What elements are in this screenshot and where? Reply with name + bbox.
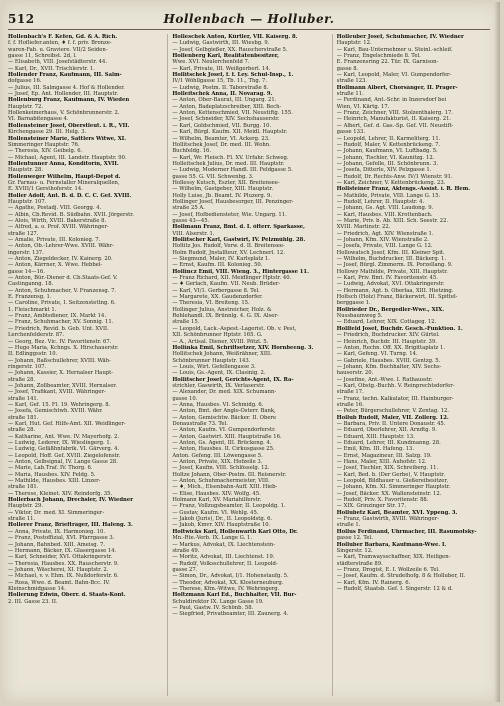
directory-entry: straße 127.	[8, 230, 39, 237]
directory-entry: — Alois, Wirth, XVIII. Bakerstraße 8.	[8, 217, 107, 224]
directory-entry: — Rosa, Wwe. d. Beamt. Bahn-Bcc. IV.	[8, 579, 110, 586]
directory-entry: Wien, VI. Kärtg. 17.	[336, 103, 390, 110]
directory-entry: — Katharine, Ant. Wwe. IV. Mayerhofg. 2.	[8, 433, 120, 440]
directory-entry: — Rudolf, Dr. Rechts-Anw. IV/1 Wienstr. 91.	[336, 173, 453, 180]
directory-entry: — Barbara, Priv. II. Untere Donaustr. 45.	[336, 420, 446, 427]
directory-entry: — Franz Richard, XII. Meidlinger Hptstr. 40.	[172, 275, 292, 282]
directory-entry: — Hugo Maria, Kchngs. X. Hirschauerstr.	[8, 344, 119, 351]
directory-entry: f. f. Hofliefer.anten, ♦ f. f. priv. Bronze-	[8, 40, 112, 47]
directory-entry: — Anton, Kettenschmied, VII. Neustiftg. 155.	[172, 110, 293, 117]
page-number: 512	[8, 12, 35, 26]
directory-entry: — Leopold, Bildhauer u. Gießereibesitzer,	[336, 478, 449, 485]
directory-entry: Hollessy Kutsch, Eszter, XII. Breitensee-	[172, 179, 280, 186]
directory-entry: straße 15.	[172, 319, 200, 326]
directory-entry: — Anton, Gelbsignal, IV. Lange Gasse 28.	[8, 459, 118, 466]
running-head: Hollenbach — Holluber.	[163, 12, 335, 26]
directory-entry: — Theodor, Advokat, XX. Klosterneuburg.	[172, 579, 284, 586]
directory-entry: — Ernst, Magazineur, III. Salzg. 19.	[336, 452, 432, 459]
directory-entry: — Karl, Tramwaysschaffner, XIX. Heiligen-	[336, 554, 451, 561]
directory-entry: Hollowy Mathilde, Private, XIII. Hauptstr.	[336, 268, 448, 275]
directory-entry: — Franz, Postoffizial, XVI. Pfarrgasse 3.	[8, 535, 115, 542]
directory-entry: Castinganng. 18.	[8, 281, 54, 288]
directory-entry: — Karl, Leopold, Maler, VI. Gumpendorfer-	[336, 72, 452, 79]
directory-entry: — Emil, Kfm. III. Hafeng. 13.	[336, 446, 415, 453]
directory-entry: — Marie, Lab.Traf. IV. Thorg. 6.	[8, 465, 93, 472]
directory-entry: — Heinrich, Buchdr. III. Hauptstr. 39.	[336, 338, 437, 345]
directory-entry: dofgasse 16.	[8, 78, 42, 85]
directory-entry: — Franz, Engelschmiede 8. Tel.	[336, 53, 421, 60]
directory-entry: — Heinrich, Manufakturist, II. Kaiserg. 21.	[336, 116, 452, 123]
directory-entry-heading: Hollender Franz, Kaufmann, III. Salm-	[8, 72, 122, 79]
directory-entry: straße 11.	[336, 91, 364, 98]
directory-entry: — Rudolf, Maler, V. Kettenbrückeng. 7.	[336, 141, 441, 148]
directory-entry: — Johann, Kfm. XIV. Wienstraße 2.	[336, 237, 429, 243]
directory-entry: — Josef, Ep. Ant. Hollender, III. Hauptstr.	[8, 91, 119, 98]
directory-entry: — Karl, Hausbes. VIII. Krottenbach.	[336, 211, 433, 218]
directory-entry-heading: Holleitschek Anna, II. Novarag. 9.	[172, 91, 273, 98]
directory-entry: — Siegfried, Privatbeamter, III. Zaunerg. 4.	[172, 611, 289, 618]
directory-entry: — ♦ Gerlach, Kaufm. VII. Neub. Brüder-	[172, 281, 281, 288]
directory-entry-heading: Hollubetz Karl, Beamter, XVI. Yppeng. 3.	[336, 509, 458, 516]
directory-entry: Holly Luise, Jb. Beamt. IV. Pluzerg. 9.	[172, 192, 273, 199]
directory-entry: straße 181.	[8, 414, 39, 421]
directory-entry-heading: Holtwicks Karl, Hollenwarth Karl Otto, Dr.	[172, 528, 298, 535]
directory-entry: gasse 8.	[336, 65, 359, 72]
directory-entry: — Josef, Kaufm. d. Strudelhofg. 8 & Holluber, II.	[336, 573, 466, 580]
directory-entry: — XIX. Grinzinger Str. 17.	[336, 503, 407, 510]
directory-entry: ingerstr. 137.	[8, 249, 44, 256]
directory-entry: — Josefa, Gemischtwh. XVIII. Währ.	[8, 408, 103, 415]
directory-entry: — Karl, Bürgl. Kaufm. XII. Meidl. Hauptstr.	[172, 129, 288, 136]
directory-entry: — Mathilde, Private, VIII. Lange G. 15.	[336, 192, 441, 199]
directory-entry: — Mathilde, Hausbes. XIII. Linzer-	[8, 478, 101, 485]
directory-entry: — Anton, Badeplatzschreiber, XIII. Bech-	[172, 103, 282, 110]
directory-entry-heading: Hollinka Emil, Schriftsetzer, XIV. Hornbeeng. 3.	[172, 344, 314, 351]
directory-entry: Hollenkeimerhaus, V. Schönbrunnerstr. 2.	[8, 110, 120, 117]
directory-entry-heading: Holtzmann Karl Ed., Buchhalter, VII. Bur-	[172, 592, 297, 599]
directory-entry: — Josefa, Ditterle, XIV. Pelzgasse 1.	[336, 167, 432, 174]
directory-entry: — Hans, Maler, XIII. Auhofstr. 12.	[336, 459, 427, 466]
directory-entry: — Wilhelm, Beamter, VI. Ackerg. 23.	[172, 135, 270, 142]
directory-entry: städterstraße 89.	[336, 560, 383, 567]
directory-entry: — Johann, Gs. Agt. VIII. Laudong. 9.	[336, 205, 434, 212]
directory-entry-heading: Hollrieder Dr., Bergedler-Wwe., XIX.	[336, 306, 445, 313]
directory-entry: — Anton, Bmt. der Anglo-Österr. Bank,	[172, 408, 276, 415]
directory-columns	[8, 34, 492, 696]
directory-entry: — Anton, Hausbes. II. Cirkusgasse 25.	[172, 446, 275, 453]
directory-entry: — Anton, Schuhmacher, V. Franzensg. 7.	[8, 287, 117, 294]
directory-entry: straße 17.	[336, 389, 364, 396]
directory-entry: — Anton, Gastwirt. XIII. Hauptstraße 16.	[172, 433, 282, 440]
directory-entry: — Louis, Gs.-Agent, IX. Clasinig. 2.	[172, 370, 266, 377]
directory-entry-heading: Hollerbach Johann, Drechsler, IV. Wiedner	[8, 497, 133, 504]
directory-entry: — Peter, Bürgerschullehrer, V. Zentag. 12.	[336, 408, 449, 415]
directory-entry: gasse 133.	[336, 129, 366, 136]
directory-entry: XII. Schönbrunner Hptstr. 165. G.	[172, 332, 263, 339]
directory-entry: — Karl, Zeichner, V. Kettenbrückeng. 23.	[336, 179, 446, 186]
directory-entry-heading: Holleuber Josef, Schuhmacher, IV. Wiedner	[336, 34, 464, 40]
directory-entry-heading: Hollensteiner Marie, Sattlers Witwe, XI.	[8, 135, 127, 142]
directory-entry: Hauptstr. 12.	[336, 40, 372, 47]
directory-entry: berggasse 1.	[336, 300, 371, 307]
directory-entry: — Johann, Bahnbed. XIII. Ameisg. 7.	[8, 541, 105, 548]
directory-entry: — Albert, Gef. d. Gas.-Sp. Gef. VII. Neustift-	[336, 122, 454, 129]
directory-entry: — Johann, Tischler, VI. Kaunitzg. 12.	[336, 154, 435, 161]
directory-entry: — Leopold, Hoff. Gef. XVIII. Ziegelofenstr.	[8, 452, 121, 459]
directory-entry: Hauptstr. 72.	[8, 103, 43, 110]
directory-entry: — Simon, Dr., Advokat, I/1. Hohenstaufg. 5.	[172, 573, 289, 580]
directory-entry: — Karl, Gef. 15. Fl. 19. Wehringerg. 8.	[8, 401, 111, 408]
directory-entry: — Alfred, a. o. Prof. XVIII. Währinger-	[8, 224, 109, 231]
directory-entry: — Josef, Kaufm. VIII. Schlösselg. 12.	[172, 465, 270, 472]
directory-entry: — Friedrich, Revid. b. Geb. Unt. XVII.	[8, 325, 109, 332]
directory-entry: gasse 11, Schreibst. 2d, l.	[8, 53, 77, 60]
directory-entry: — Ludwig, Gastwirth, III. Wiesbg. 9.	[172, 40, 270, 47]
directory-entry: — Maria, Hausbes. XIV. Feldg. 5.	[8, 471, 96, 478]
page-edge-shadow	[494, 2, 500, 702]
directory-entry-heading: Hollerung Edwin, Oberr. d. Staats-Kont.	[8, 592, 126, 599]
directory-entry: Anton. Gefeng. III. Löwengasse 5.	[172, 452, 263, 459]
directory-entry: 2. III. Gasse 23. II.	[8, 598, 58, 605]
directory-entry: straße 1.	[336, 522, 361, 529]
directory-entry: — Siegmund, Maler, IV. Karlsplatz 1.	[172, 256, 270, 263]
directory-entry-heading: Hollmann Franz, Bmt. d. I. öfterr. Sparkasse,	[172, 224, 305, 231]
directory-entry: — Eduard, XIII. Hauptstr. 13.	[336, 433, 415, 440]
directory-entry: — Anton, Kaufm. VI. Gumpendorferstr.	[172, 427, 276, 434]
directory-entry: — Josef, Schneider, XIV. Sechshauserstr.	[172, 116, 280, 123]
directory-entry: Schönbrunner Hauptstr. 143.	[172, 357, 251, 364]
directory-entry: Simmeringer Hauptstr. 76.	[8, 141, 80, 148]
directory-entry: — Julius, III. Salmgasse 4. Hof & Hollender.	[8, 84, 125, 91]
directory-entry: Hauptstr. 107.	[8, 198, 47, 205]
directory-entry: — Elise, Hausbes. XIV. Wolfg. 45.	[172, 490, 261, 497]
directory-entry: — Ernst, Kaufm. III. Kolonieg. 50.	[172, 262, 263, 269]
directory-entry: — Anton, Gemischtw. Bäcker. II. Obere	[172, 414, 277, 421]
directory-entry: — Karl, Wr. Fleisch. Fl. XV. Urfahr. Schweg.	[172, 154, 289, 161]
directory-entry: — Theresia, XIV. Geibelg. 6.	[8, 148, 83, 155]
directory-entry: — Georg, Bez. Vic. IV. Favoritenstr. 67.	[8, 338, 112, 345]
header-rule	[8, 29, 490, 30]
directory-entry: Mn.-Rte.-Verb. IX. Lange G. 1.	[172, 535, 253, 542]
directory-entry: Wwe. XVI. Neulerchenfeld 7.	[172, 59, 250, 66]
directory-entry: — Josef, Tischler, XIX. Schreiberg. 11.	[336, 465, 439, 472]
directory-entry: — Anton, Ober-Baurat, III. Ungarg. 21.	[172, 97, 277, 104]
column-left	[8, 34, 163, 696]
directory-entry: — ♦, Mich., Elsenbahn-Auff. XIII. Hieb-	[172, 484, 278, 491]
directory-entry-heading: Hollenburg Franz, Kaufmann, IV. Wieden	[8, 97, 130, 104]
directory-entry: — Anton, Bür.-Diener d. Cb.Staats-Gef. V.	[8, 275, 118, 282]
directory-entry: — Ludwig, Advokat, XVI. Ottakringerstr.	[336, 281, 445, 288]
directory-entry: — Karl, VI/1. Gerbergasse 8. Tel.	[172, 287, 260, 294]
directory-entry: Hauptstr. 28.	[8, 167, 43, 174]
directory-entry-heading: Hollerer Franz, Briefträger, III. Hafeng. 3.	[8, 522, 133, 529]
directory-entry: Hollinger Josef, Hausbesorger, III. Penzinger-	[172, 198, 294, 205]
directory-entry: — Eduard, Oberlehrer, XII. Arndtg. 9.	[336, 427, 437, 434]
directory-entry: — Eduard, Lehrer, XIX. Cottageg. 12.	[336, 319, 437, 326]
directory-entry: E. XVIII/1 Gersthoferstr. 14.	[8, 186, 83, 193]
directory-entry: — Anton, Ziegeldecker, IV. Kainerg. 20.	[8, 256, 113, 263]
directory-entry: — Leopold, Lack.-Aspest.-Lagerist. Ob. v. Pest,	[172, 325, 297, 332]
directory-entry-heading: Hollmann Albert, Chorsänger, II. Prager-	[336, 84, 458, 91]
directory-entry: Holtze Johann, Ober-Postm. III. Reisnerstr.	[172, 471, 287, 478]
directory-entry: Holleitschek Julius, Dr. med. III. Hauptstr.	[172, 160, 285, 167]
directory-entry: — Franz, Drogist, E. I. Wollzeile 6. Tel.	[336, 566, 440, 573]
directory-entry: straße 28.	[8, 376, 36, 383]
directory-entry: — Moritz, Advokat, III. Liechtenst. 19.	[172, 554, 275, 561]
directory-entry-heading: Hollfeld Josef, Buchdr. Gesch.-Funktion. 1.	[336, 325, 463, 332]
directory-entry: — Alexander, Dr. med. XIX. Schumann-	[172, 389, 277, 396]
directory-entry: — Hermann, Agt. b. Oberlaa, XIII. Hietzing.	[336, 287, 454, 294]
directory-entry: — Amalie, Private, III. Kolonieg. 7.	[8, 237, 101, 243]
directory-entry: — Anton, Schuhmachermeister, VIII.	[172, 478, 270, 485]
directory-page	[2, 2, 500, 702]
directory-entry: strichler, Gaswirth, IX. Verlaserstr.	[172, 382, 265, 389]
directory-entry: Hollowatsch Josef, Kfm. III. Kleiner Spit.	[336, 249, 445, 256]
directory-entry: — Josef, Gelbgießer, XX. Rauscherstraße 5.	[172, 46, 288, 53]
directory-entry: — Ludwig, Moderner Handl. III. Feldgasse 5.	[172, 167, 293, 174]
directory-entry: — Anton, Kärrner, X. Wwe. Hebbel-	[8, 262, 103, 269]
directory-entry: Hauptstr. 29.	[8, 503, 43, 510]
directory-entry: — Josefine, Ant.-Wwe. I. Rathausstr.	[336, 376, 433, 383]
directory-entry: — Franz, Ambtsdiener, IX. Markt 14.	[8, 313, 106, 320]
directory-entry: — Josef, Trafikant, XVIII. Währinger-	[8, 389, 106, 396]
directory-entry: — Anton, Rechn. Off. XX. Brigittaplatz 1.	[336, 344, 445, 351]
directory-entry: — Ferdinand, Ant.-Schr. in Inzersdorf bei	[336, 97, 447, 104]
directory-entry: Buchfeldg. 16.	[172, 148, 212, 155]
directory-entry-heading: Hollsteiner Franz, Aktengs.-Assist. i. R. Hem.	[336, 186, 471, 193]
directory-entry: straße 181.	[8, 484, 39, 491]
directory-entry-heading: Hollub Rudolf, Maler, VII. Zollerg. 12.	[336, 414, 449, 421]
directory-entry: — Anna, Private, IX. Harmonieg. 10.	[8, 528, 106, 535]
directory-entry: waren-Fab. u. Graviere. VII/2 Seiden-	[8, 46, 108, 53]
directory-entry: — Johann, Kfm. XI. Simmeringer Hauptstr.	[336, 484, 451, 491]
directory-entry: Hollinger Julius, Anstreicher, Holz. &	[172, 306, 272, 313]
directory-entry: Rohlehandl. IX. Brünnlg. 4. G. IX. Alser-	[172, 313, 279, 320]
directory-entry: — Karl, Gefeng. VI. Turng. 14.	[336, 351, 418, 358]
directory-entry-heading: Hollitscher Josef, Gerichts-Agent, IX. Ra-	[172, 376, 294, 383]
directory-entry: — Elisabeth, VIII. Josefstädterstr. 44.	[8, 59, 108, 66]
directory-entry: — Anton, Gs. Agent, III. Brückeng. 4.	[172, 440, 272, 446]
directory-entry: Hollitschek Johann, Weißrähner, XIII.	[172, 351, 272, 358]
directory-entry: Kleinschmidgasse 14.	[8, 585, 66, 592]
directory-entry: — Theresia, Hausbes. XX. Rauscherstr. 9.	[8, 560, 119, 567]
directory-entry: — Therese, Kleinet. XIV. Reindorfg. 35.	[8, 490, 113, 497]
directory-entry: — Karl, Bau-Unternehmer u. Steinl.-schleif.	[336, 46, 453, 53]
directory-entry: — Ludwig, Gefäßhnfabrik. VI. Gärverg. 4.	[8, 446, 120, 453]
directory-entry: — Franz, techn. Kalkulator, III. Hainburger-	[336, 395, 454, 402]
directory-entry: Kirchengasse 29. III. Helg. 3.	[8, 129, 87, 136]
directory-entry: straße 25 A.	[172, 205, 205, 212]
directory-entry: — Karl, Hut. Gef. Hilfs-Amt. XII. Weidlinger-	[8, 420, 126, 427]
directory-entry: E. Franzensg. 1.	[8, 294, 52, 301]
directory-entry: — Jakob, Kmvr. XIV. Hauptstraße 10.	[172, 522, 271, 529]
directory-entry: — Friedrich, Agt. XIV. Wienstraße 1.	[336, 230, 434, 237]
directory-entry: — Karl, Priv. Bmt. IV. Favoritenstr. 45.	[336, 275, 438, 282]
directory-entry: Nussbaumweg 5.	[336, 313, 383, 320]
directory-entry: — Gabriele, Hausbes. XVIII. Gentzg. 5.	[336, 357, 441, 364]
directory-entry-heading: Holluber Barbara, Kaufmann-Wwe. I.	[336, 541, 447, 548]
column-middle	[167, 34, 327, 696]
directory-entry: IV/1 Wöhllgasse 15, Tb. 11., Thg. 7.	[172, 78, 268, 85]
directory-entry: — Johann, Kfm. Buchhalter, XIV. Sechs-	[336, 363, 442, 370]
directory-entry: — Caroline, Private, I. Seitzenstettng. 6.	[8, 300, 116, 307]
directory-entry: — Friedrich, Buchdrucker. XIV. Gürtel.	[336, 332, 440, 339]
directory-entry: — Anton, Private, XIX. Hofzeile 3.	[172, 459, 263, 466]
directory-entry: — Michael, v. v. Ehm. IX. Nußdorferstr. 6.	[8, 573, 119, 580]
directory-entry: — Josef, Bäcker. XX. Wallensteinstr. 12.	[336, 490, 442, 497]
directory-entry: — Karl, Obstg.-Buchh. V. Reinprechtsdorfer-	[336, 382, 455, 389]
directory-entry: — Johann, Kassier, X. Hernalser Haupt-	[8, 370, 114, 377]
directory-entry: ringerstr. 107.	[8, 363, 47, 370]
directory-entry: — Johann, Gefelle, III. Schönbrunn. 3.	[336, 160, 438, 167]
directory-entry: — Louis, Wirt. Gefellengasse 3.	[172, 363, 256, 370]
directory-entry: — Markus, Advokat, IX. Liechtenstein-	[172, 541, 275, 548]
directory-entry: — Rudolf, Lehrer, II. Hauptstr. 4.	[336, 198, 425, 205]
directory-entry: — Anna, Hausbes. VI. Schmidg. 6.	[172, 401, 264, 408]
directory-entry: VIII. Alserstr. 1.	[172, 230, 215, 237]
directory-entry: — Karl, Schneider, XVI. Ottakringerstr.	[8, 554, 113, 561]
directory-entry: — Johann, Wäscherei, XI. Hauptstr. 2.	[8, 566, 109, 573]
directory-entry: — Rudolf, Volksschullehrer, II. Leopold-	[172, 560, 278, 567]
directory-entry: Lerchenfelderstr. 87.	[8, 332, 65, 339]
directory-entry: — Franz, Gastwirth, XVIII. Währinger-	[336, 516, 439, 523]
directory-entry-heading: Hollitschek Josef, f. f. Ley. Schul-Insp., 1.	[172, 72, 294, 79]
directory-entry: — Ludwig, Lederer, IX. Wieslingerg. 1.	[8, 440, 112, 446]
directory-entry: — Therese, Kfm.-Witwe, IV. Wehringerg.	[172, 585, 280, 592]
directory-entry: — Rudolf, Priv. X. Favoritenstr. 88.	[336, 497, 429, 504]
directory-entry-heading: Hollenweger Wilhelm, Haupt-Depot d.	[8, 173, 121, 180]
directory-entry: straße 141.	[8, 395, 39, 402]
directory-entry: gasse 14—16.	[8, 268, 45, 275]
directory-entry: gasse 10.	[172, 395, 198, 402]
directory-entry: straße 28.	[8, 427, 36, 434]
directory-entry: Singerstr. 12.	[336, 547, 373, 554]
directory-entry: E. Franzensring 22. Tür. IX. Garnison-	[336, 59, 439, 66]
directory-entry: — Josef, Hofbediensteter, Wie. Ungarg. 11.	[172, 211, 287, 218]
directory-entry: — Karl, Bed. b. (Der Gerbe), V. Hauptstr.	[336, 471, 445, 478]
directory-entry-heading: Hollenbach's F. Kefen, Gd. & A. Rich.	[8, 34, 118, 40]
directory-entry: straße 11.	[8, 516, 36, 523]
directory-entry-heading: Holleschek Anton, Kürtler, VII. Kaiserg. 8.	[172, 34, 298, 40]
directory-entry: — Karl, Private, III. Weißgerberl. 14.	[172, 65, 271, 72]
directory-entry: gasse 43—45.	[172, 217, 210, 224]
directory-entry: — Agathe, Postadj. VIII. Georgg. 4.	[8, 205, 102, 212]
directory-entry: Holm Rudolf, Jnstallteur, XV. Lechnerl. 12.	[172, 249, 285, 256]
directory-entry: — Franz, Zeichner, VIII. Stolzenthalerg. 17.	[336, 110, 453, 117]
directory-entry: gasse 27.	[172, 566, 198, 573]
directory-entry: — Theresia, VI. Breiteng. 15.	[172, 300, 250, 307]
directory-entry: gasse 12. Tel.	[336, 535, 373, 542]
directory-entry: — Eduard, Lehrer, III. Kundmanng. 28.	[336, 440, 441, 446]
directory-entry: — Johann, Baßschullehrer, XVIII. Wäh-	[8, 357, 111, 364]
directory-entry: — Josef, Bürgl. Zimmerm. IX. Porzellang. 9.	[336, 262, 453, 269]
directory-entry: — Leopold, Lehrer, II. Karmeliterg. 11.	[336, 135, 441, 142]
directory-entry: straße 49.	[172, 547, 200, 554]
directory-entry: — Michael, Agent, III. Landstr. Hauptstr. 90.	[8, 154, 127, 161]
directory-entry: Holmann Karl, XV. Mariahilferstr.	[172, 497, 262, 504]
directory-entry: II. Edlinggsstr. 10.	[8, 351, 58, 358]
directory-entry: — Johann, Zollbeamter, XVIII. Hernalser.	[8, 382, 117, 389]
directory-entry: Schuldirektor IX. Lange Gasse 19.	[172, 598, 264, 605]
directory-entry: — Karl, Goldschmied, VII. Burgg. 10.	[172, 122, 272, 129]
directory-entry: — Paul, Gastw. IV. Schönb. 58.	[172, 604, 254, 611]
directory-entry: — Anton, Ob.-Lehrer-Wwe. XVIII. Währ-	[8, 243, 114, 250]
directory-entry: — Margarete, XX. Gaudenzdorfer.	[172, 294, 263, 301]
directory-entry-heading: Hollentunner Anna, Konditorin, XVII.	[8, 160, 119, 167]
directory-entry: gasse 55. G. VII. Schwenbg. 3.	[172, 173, 254, 180]
directory-entry: — Ludwig, Postm. II. Taborstraße 8.	[172, 84, 269, 91]
directory-entry: Hollitschek Josef, Dr. med. III. Wohn.	[172, 141, 271, 148]
directory-entry-heading: Hollus Ferdinand, Uhrmacher, III. Rasumofsky-	[336, 528, 477, 535]
directory-entry: straße 123.	[336, 78, 368, 85]
directory-entry-heading: Hollensteiner Josef, Oberstleut. i. R., VII.	[8, 122, 130, 129]
directory-entry-heading: Hollitscher Karl, Gastwirt, IV. Pelzmühlg. 28.	[172, 237, 306, 243]
directory-entry: — Wilhelm, Buchdrucker, III. Bäckerg. 1.	[336, 256, 447, 263]
directory-entry: — Albin, Cb.Revid. B. Südbahn. XVII. Jörgerstr.	[8, 211, 134, 218]
directory-entry: — Johann, Kaufmann, VI. Luftbadg. 5.	[336, 148, 438, 155]
directory-entry: — Karl, Kfm. IV. Rainerg. 6.	[336, 579, 411, 586]
directory-entry: — Hermann, Bäcker, IX. Glasergasse 14.	[8, 547, 117, 554]
page-header	[8, 12, 490, 28]
directory-entry: — Josefa, Private, VIII. Lange G. 12.	[336, 243, 433, 250]
directory-entry: — Wilhelm, Gastgeber, XIII. Hauptstr.	[172, 186, 273, 193]
directory-entry: — Franz, Schuhmacher, XV. Sonnig. 11.	[8, 319, 114, 326]
directory-entry: — Franz, Vollzugsbeamter, II. Leopoldg. 1.	[172, 503, 286, 510]
directory-entry-heading: Holler Adolf, Ant. B. d. D. C. C. Gef. XVIII.	[8, 192, 132, 199]
directory-entry: 1. Fleischmarkt 1.	[8, 306, 57, 313]
directory-entry: VI. Barnabitengasse 4.	[8, 116, 69, 123]
directory-entry: hauserstr. 20.	[336, 370, 374, 377]
directory-entry: — Viktor, Dr. med. XI. Simmeringer-	[8, 509, 105, 516]
column-right	[332, 34, 492, 696]
directory-entry: — Jakob (Juris), Dr., II. Leopoldstg. 6.	[172, 516, 273, 523]
directory-entry: — Gustav, Kaufm. VI. Wehlg. 45.	[172, 509, 259, 516]
directory-entry-heading: Hollenberg Karl, Realitätenbesitzer,	[172, 53, 280, 60]
directory-entry: — A., Artisal. Diener, XVIII. Pötzl. 5.	[172, 338, 269, 345]
directory-entry-heading: Hollincz Emil, VIII. Wieng. 3., Hintergasse 11.	[172, 268, 309, 275]
directory-entry: — Rudolf, Staatsb. Gef. I. Singerstr. 12 & d.	[336, 585, 453, 592]
directory-entry: Holtitz Jos. Rudolf, Verw. d. II. Breitensee-	[172, 243, 285, 250]
directory-entry: Holtsch (Holz) Franz, Bäckerwirt, III. Spittel-	[336, 294, 458, 301]
directory-entry: Gr. Farnau- u. Fernstaller Mineralquellen,	[8, 179, 120, 186]
directory-entry: Donaustraße 73. Tel.	[172, 420, 228, 427]
directory-entry: — Marie, Priv. b. Ab. XIII. Sch. Seestr. 22.	[336, 217, 449, 224]
directory-entry: straße 16.	[336, 401, 364, 408]
directory-entry: — Karl, Dr., XVII. Trischlerstr. 1.	[8, 65, 95, 72]
directory-entry: XVIII. Martinstr. 22.	[336, 224, 391, 231]
